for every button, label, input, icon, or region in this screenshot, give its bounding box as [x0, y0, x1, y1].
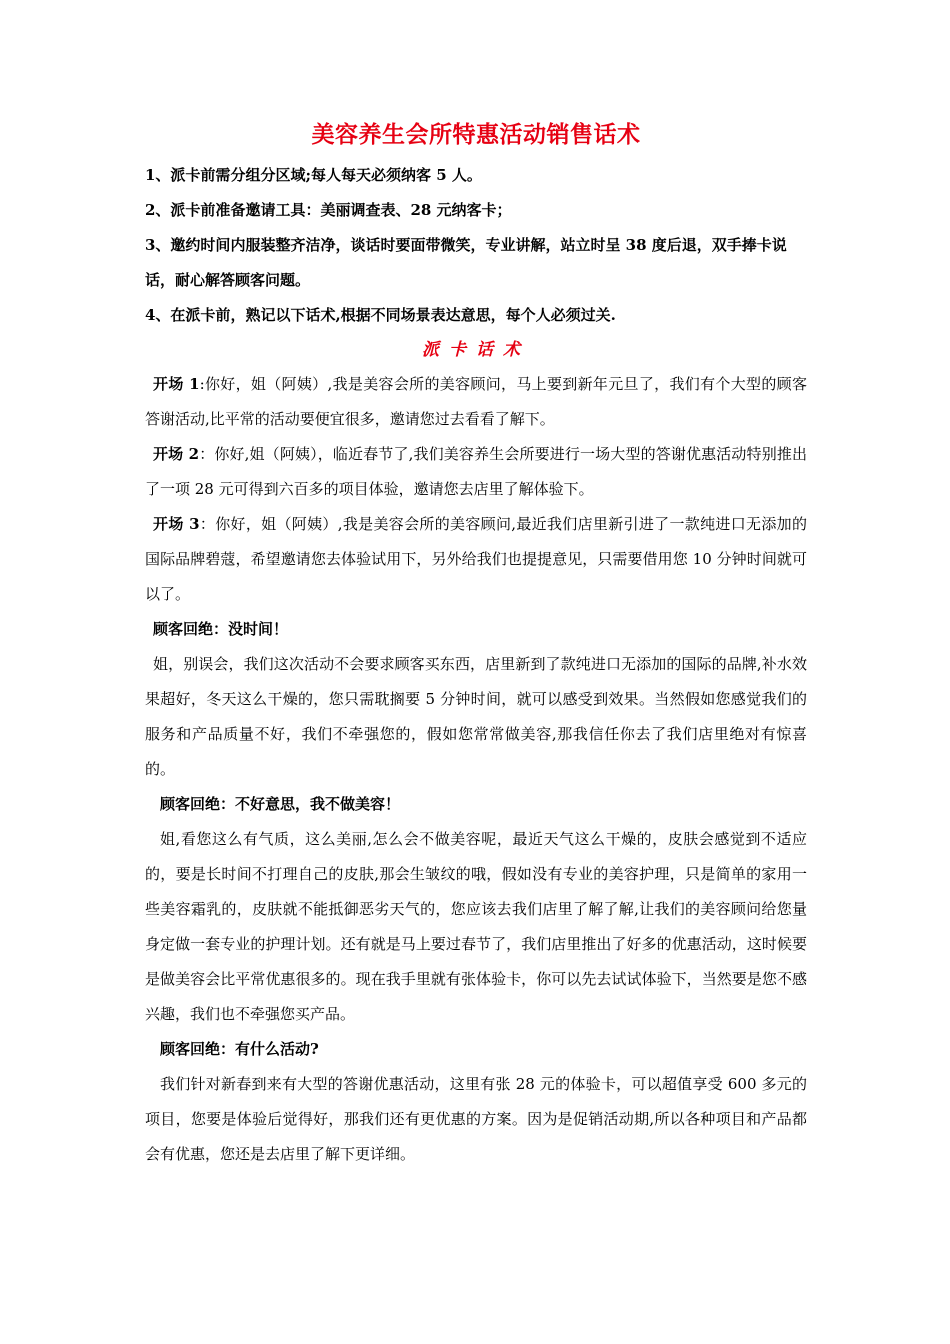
- opening-2: [145, 437, 807, 507]
- objection-1-label: 顾客回绝：没时间！: [153, 620, 289, 638]
- opening-2-text: ：你好,姐（阿姨），临近春节了,我们美容养生会所要进行一场大型的答谢优惠活动特别推出了一项 28 元可得到六百多的项目体验，邀请您去店里了解体验下。: [145, 445, 807, 498]
- opening-3-lead: 开场 3: [153, 515, 200, 533]
- opening-1-lead: 开场 1: [153, 375, 200, 393]
- document-page: [145, 118, 807, 1172]
- opening-1-text: :你好，姐（阿姨）,我是美容会所的美容顾问，马上要到新年元旦了，我们有个大型的顾客答谢活动,比平常的活动要便宜很多，邀请您过去看看了解下。: [145, 375, 807, 428]
- opening-3: [145, 507, 807, 612]
- rule-2: 2、派卡前准备邀请工具：美丽调查表、28 元纳客卡；: [145, 201, 512, 219]
- section-title: 派卡话术: [422, 340, 530, 360]
- document-title: 美容养生会所特惠活动销售话术: [311, 121, 641, 148]
- opening-1: [145, 367, 807, 437]
- opening-3-text: ：你好，姐（阿姨）,我是美容会所的美容顾问,最近我们店里新引进了一款纯进口无添加的国际品牌碧蔻，希望邀请您去体验试用下，另外给我们也提提意见，只需要借用您 10 分钟时间就可以了。: [145, 515, 807, 603]
- objection-2-reply: 姐,看您这么有气质，这么美丽,怎么会不做美容呢，最近天气这么干燥的，皮肤会感觉到不适应的，要是长时间不打理自己的皮肤,那会生皱纹的哦，假如没有专业的美容护理，只是简单的家用一些美容霜乳的，皮肤就不能抵御恶劣天气的，您应该去我们店里了解了解,让我们的美容顾问给您量身定做一套专业的护理计划。还有就是马上要过春节了，我们店里推出了好多的优惠活动，这时候要是做美容会比平常优惠很多的。现在我手里就有张体验卡，你可以先去试试体验下，当然要是您不感兴趣，我们也不牵强您买产品。: [145, 830, 807, 1023]
- opening-2-lead: 开场 2: [153, 445, 200, 463]
- objection-2-label: 顾客回绝：不好意思，我不做美容！: [160, 795, 401, 813]
- rule-4: 4、在派卡前，熟记以下话术,根据不同场景表达意思，每个人必须过关.: [145, 306, 616, 324]
- objection-1-reply: 姐，别误会，我们这次活动不会要求顾客买东西，店里新到了款纯进口无添加的国际的品牌,补水效果超好，冬天这么干燥的，您只需耽搁要 5 分钟时间，就可以感受到效果。当然假如您感觉我们的服务和产品质量不好，我们不牵强您的，假如您常常做美容,那我信任你去了我们店里绝对有惊喜的。: [145, 655, 807, 778]
- rule-1: 1、派卡前需分组分区域;每人每天必须纳客 5 人。: [145, 166, 482, 184]
- rule-3: 3、邀约时间内服装整齐洁净，谈话时要面带微笑，专业讲解，站立时呈 38 度后退，双手捧卡说话，耐心解答顾客问题。: [145, 236, 787, 289]
- objection-3-reply: 我们针对新春到来有大型的答谢优惠活动，这里有张 28 元的体验卡，可以超值享受 600 多元的项目，您要是体验后觉得好，那我们还有更优惠的方案。因为是促销活动期,所以各种项目和产品都会有优惠，您还是去店里了解下更详细。: [145, 1075, 807, 1163]
- objection-3-label: 顾客回绝：有什么活动?: [160, 1040, 319, 1058]
